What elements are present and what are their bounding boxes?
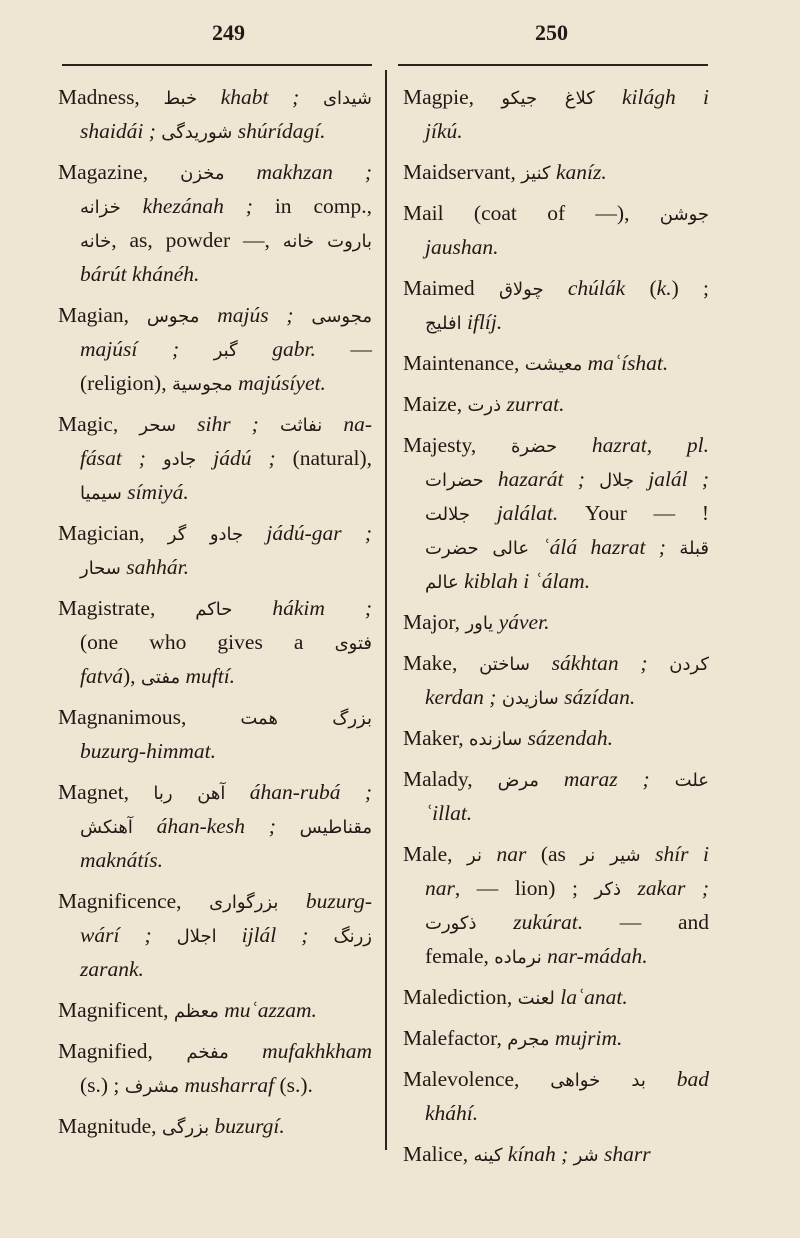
entry-line (403, 1062, 709, 1096)
persian-text: مجوسیة (171, 374, 233, 395)
english-text: Make, (403, 651, 480, 675)
persian-text: مفتی (140, 667, 181, 688)
english-text: Magnanimous, (58, 705, 241, 729)
english-text: Malevolence, (403, 1067, 551, 1091)
entry-line (58, 952, 372, 986)
entry-line (58, 843, 372, 877)
entry-line (58, 993, 372, 1027)
dictionary-entry (58, 700, 372, 768)
persian-text: شیدای (322, 88, 372, 109)
english-text: Malediction, (403, 985, 518, 1009)
page-number-right: 250 (535, 20, 568, 45)
entry-line (58, 1068, 372, 1102)
dictionary-entry (58, 1034, 372, 1102)
english-text: Madness, (58, 85, 164, 109)
transliteration: kiblah i ʿálam. (458, 569, 591, 593)
persian-text: عالی حضرت (425, 538, 530, 559)
entry-line (58, 475, 372, 509)
persian-text: حاکم (195, 599, 233, 620)
dictionary-entry (403, 837, 709, 973)
english-text: Magnet, (58, 780, 154, 804)
header-rule-left (62, 64, 372, 66)
transliteration: bárút khánéh. (80, 262, 200, 286)
english-text: (as (540, 842, 581, 866)
transliteration: muʿazzam. (218, 998, 317, 1022)
persian-text: علت (674, 770, 710, 791)
english-text: Magnitude, (58, 1114, 162, 1138)
transliteration: musharraf (179, 1073, 280, 1097)
transliteration: buzurg-himmat. (80, 739, 216, 763)
english-text: Magistrate, (58, 596, 196, 620)
transliteration: ʿillat. (425, 801, 473, 825)
transliteration: áhan-rubá ; (225, 780, 372, 804)
entry-line (403, 564, 709, 598)
transliteration: khezánah ; (120, 194, 275, 218)
transliteration: majúsíyet. (232, 371, 326, 395)
persian-text: نر (467, 845, 482, 866)
transliteration: zakar ; (621, 876, 709, 900)
english-text: (s.). (279, 1073, 313, 1097)
entry-line (403, 230, 709, 264)
entry-line (403, 721, 709, 755)
transliteration: sákhtan ; (529, 651, 670, 675)
persian-text: نفاثت (279, 415, 323, 436)
transliteration: bad (645, 1067, 710, 1091)
english-text: , as, powder —, (111, 228, 283, 252)
entry-line (58, 155, 372, 189)
transliteration: sázendah. (522, 726, 613, 750)
persian-text: معظم (173, 1001, 219, 1022)
persian-text: کینه (473, 1145, 503, 1166)
entry-line (58, 1109, 372, 1143)
english-text: Magnificent, (58, 998, 174, 1022)
persian-text: افلیج (425, 313, 462, 334)
transliteration: shaidái ; (80, 119, 162, 143)
persian-text: خزانه (80, 197, 121, 218)
entry-line (58, 189, 372, 223)
persian-text: سازیدن (501, 688, 559, 709)
entry-line (403, 680, 709, 714)
english-text: (s.) ; (80, 1073, 125, 1097)
english-text: Maintenance, (403, 351, 525, 375)
entry-line (58, 1034, 372, 1068)
persian-text: بزرگی (161, 1117, 210, 1138)
entry-line (403, 496, 709, 530)
entry-line (403, 428, 709, 462)
persian-text: مقناطیس (299, 817, 372, 838)
persian-text: مشرف (124, 1076, 180, 1097)
entry-line (403, 305, 709, 339)
persian-text: بزرگواری (209, 892, 279, 913)
transliteration: maraz ; (538, 767, 675, 791)
english-text: Maimed (403, 276, 499, 300)
entry-line (58, 884, 372, 918)
dictionary-entry (403, 605, 709, 639)
transliteration: maʿíshat. (582, 351, 669, 375)
english-text: in comp., (274, 194, 372, 218)
persian-text: شوریدگی (161, 122, 233, 143)
entry-line (403, 646, 709, 680)
transliteration: jíkú. (425, 119, 463, 143)
transliteration: buzurgí. (209, 1114, 285, 1138)
transliteration: kínah ; (502, 1142, 574, 1166)
transliteration: kaníz. (550, 160, 607, 184)
persian-text: ذکورت (425, 913, 477, 934)
transliteration: shír i (640, 842, 709, 866)
persian-text: معیشت (524, 354, 583, 375)
dictionary-entry (403, 346, 709, 380)
persian-text: جوشن (659, 204, 709, 225)
entry-line (403, 462, 709, 496)
entry-line (403, 1137, 709, 1171)
entry-line (58, 659, 372, 693)
english-text: Malady, (403, 767, 498, 791)
transliteration: jalál ; (634, 467, 709, 491)
transliteration: majúsí ; (80, 337, 214, 361)
dictionary-entry (403, 1021, 709, 1055)
entry-line (403, 114, 709, 148)
entry-line (403, 905, 709, 939)
dictionary-entry (403, 980, 709, 1014)
transliteration: sharr (598, 1142, 651, 1166)
persian-text: شیر نر (580, 845, 641, 866)
english-text: ), (123, 664, 141, 688)
entry-line (403, 1021, 709, 1055)
transliteration: jalálat. (470, 501, 585, 525)
entry-line (58, 298, 372, 332)
transliteration: jádú-gar ; (243, 521, 372, 545)
english-text: Magician, (58, 521, 168, 545)
persian-text: آهنکش (80, 817, 133, 838)
dictionary-entry (58, 516, 372, 584)
dictionary-entry (58, 155, 372, 291)
entry-line (403, 346, 709, 380)
transliteration: maknátís. (80, 848, 164, 872)
transliteration: majús ; (199, 303, 312, 327)
dictionary-entry (58, 1109, 372, 1143)
dictionary-entry (58, 775, 372, 877)
transliteration: mujrim. (549, 1026, 623, 1050)
transliteration: nar-mádah. (541, 944, 648, 968)
entry-line (58, 625, 372, 659)
transliteration: laʿanat. (554, 985, 628, 1009)
entry-line (403, 196, 709, 230)
persian-text: خبط (163, 88, 198, 109)
dictionary-entry (403, 80, 709, 148)
entry-line (403, 939, 709, 973)
left-column (58, 80, 372, 1150)
entry-line (403, 530, 709, 564)
entry-line (58, 734, 372, 768)
persian-text: مخزن (180, 163, 225, 184)
english-text: Maidservant, (403, 160, 522, 184)
english-text: , — lion) ; (454, 876, 595, 900)
transliteration: iflíj. (461, 310, 503, 334)
persian-text: اجلال (176, 926, 217, 947)
dictionary-entry (403, 721, 709, 755)
english-text: Malefactor, (403, 1026, 508, 1050)
entry-line (403, 387, 709, 421)
transliteration: símiyá. (121, 480, 189, 504)
transliteration: wárí ; (80, 923, 177, 947)
entry-line (403, 837, 709, 871)
transliteration: kerdan ; (425, 685, 502, 709)
transliteration: jádú ; (196, 446, 293, 470)
transliteration: áhan-kesh ; (132, 814, 300, 838)
persian-text: زرنگ (333, 926, 372, 947)
entry-line (403, 871, 709, 905)
transliteration: na- (322, 412, 372, 436)
entry-line (403, 1096, 709, 1130)
transliteration: zurrat. (501, 392, 565, 416)
dictionary-entry (403, 271, 709, 339)
persian-text: عالم (425, 572, 459, 593)
dictionary-entry (403, 646, 709, 714)
english-text: Malice, (403, 1142, 474, 1166)
transliteration: fatvá (80, 664, 123, 688)
transliteration: hákim ; (232, 596, 372, 620)
transliteration: sihr ; (176, 412, 280, 436)
persian-text: مرض (497, 770, 539, 791)
english-text: ( (649, 276, 657, 300)
english-text: Magpie, (403, 85, 502, 109)
transliteration: k. (656, 276, 672, 300)
english-text: Magnified, (58, 1039, 187, 1063)
persian-text: سیمیا (80, 483, 122, 504)
transliteration: hazarát ; (483, 467, 600, 491)
entry-line (403, 271, 709, 305)
entry-line (403, 80, 709, 114)
persian-text: خانه (80, 231, 112, 252)
persian-text: مجوسی (311, 306, 372, 327)
persian-text: حضرات (425, 470, 484, 491)
entry-line (58, 918, 372, 952)
persian-text: نرماده (494, 947, 542, 968)
entry-line (58, 366, 372, 400)
english-text: Magnificence, (58, 889, 210, 913)
dictionary-entry (403, 428, 709, 598)
dictionary-entry (403, 762, 709, 830)
persian-text: لعنت (517, 988, 555, 1009)
persian-text: سحار (80, 558, 121, 579)
persian-text: آهن ربا (153, 783, 226, 804)
dictionary-entry (58, 884, 372, 986)
persian-text: بد خواهی (550, 1070, 646, 1091)
persian-text: کردن (669, 654, 709, 675)
persian-text: کنیز (521, 163, 551, 184)
dictionary-entry (403, 1062, 709, 1130)
persian-text: باروت خانه (282, 231, 372, 252)
entry-line (58, 700, 372, 734)
persian-text: سحر (139, 415, 177, 436)
transliteration: ijlál ; (216, 923, 334, 947)
transliteration: zarank. (80, 957, 144, 981)
transliteration: kilágh i (594, 85, 709, 109)
persian-text: چولاق (498, 279, 544, 300)
entry-line (58, 407, 372, 441)
english-text: Magian, (58, 303, 147, 327)
transliteration: kháhí. (425, 1101, 479, 1125)
header-rule-right (398, 64, 708, 66)
entry-line (403, 796, 709, 830)
english-text: ) ; (671, 276, 709, 300)
column-divider (385, 70, 387, 1150)
persian-text: قبلة (679, 538, 710, 559)
dictionary-entry (58, 407, 372, 509)
transliteration: buzurg- (278, 889, 372, 913)
transliteration: zukúrat. (476, 910, 620, 934)
english-text: — (350, 337, 373, 361)
entry-line (58, 516, 372, 550)
persian-text: یاور (465, 613, 494, 634)
entry-line (58, 809, 372, 843)
persian-text: شر (573, 1145, 599, 1166)
entry-line (58, 775, 372, 809)
transliteration: ʿálá hazrat ; (529, 535, 680, 559)
persian-text: ذرت (467, 395, 502, 416)
persian-text: سازنده (469, 729, 523, 750)
transliteration: shúrídagí. (232, 119, 326, 143)
dictionary-entry (403, 1137, 709, 1171)
persian-text: جادو گر (167, 524, 244, 545)
english-text: Magazine, (58, 160, 181, 184)
transliteration: jaushan. (425, 235, 499, 259)
transliteration: sahhár. (120, 555, 189, 579)
persian-text: کلاغ جیکو (501, 88, 595, 109)
entry-line (58, 257, 372, 291)
transliteration: khabt ; (197, 85, 323, 109)
english-text: Your — ! (584, 501, 709, 525)
entry-line (403, 762, 709, 796)
dictionary-entry (58, 80, 372, 148)
entry-line (403, 605, 709, 639)
transliteration: yáver. (493, 610, 550, 634)
dictionary-entry (58, 993, 372, 1027)
persian-text: جادو (162, 449, 197, 470)
transliteration: chúlák (543, 276, 650, 300)
persian-text: بزرگ همت (240, 708, 372, 729)
entry-line (58, 223, 372, 257)
transliteration: sázídan. (558, 685, 636, 709)
entry-line (58, 114, 372, 148)
persian-text: گبر (213, 340, 238, 361)
english-text: Male, (403, 842, 468, 866)
entry-line (403, 980, 709, 1014)
entry-line (58, 591, 372, 625)
right-column (403, 80, 709, 1178)
english-text: — and (619, 910, 710, 934)
transliteration: gabr. (237, 337, 351, 361)
persian-text: مفخم (186, 1042, 229, 1063)
transliteration: makhzan ; (224, 160, 372, 184)
transliteration: mufakhkham (228, 1039, 372, 1063)
entry-line (58, 80, 372, 114)
dictionary-entry (58, 591, 372, 693)
persian-text: مجرم (507, 1029, 550, 1050)
english-text: female, (425, 944, 495, 968)
persian-text: مجوس (146, 306, 200, 327)
persian-text: جلالت (425, 504, 471, 525)
dictionary-entry (58, 298, 372, 400)
english-text: Maize, (403, 392, 468, 416)
persian-text: حضرة (510, 436, 558, 457)
transliteration: fásat ; (80, 446, 163, 470)
entry-line (58, 550, 372, 584)
english-text: Mail (coat of —), (403, 201, 660, 225)
entry-line (58, 441, 372, 475)
english-text: Magic, (58, 412, 140, 436)
transliteration: muftí. (180, 664, 236, 688)
transliteration: nar (481, 842, 541, 866)
persian-text: فتوی (334, 633, 372, 654)
persian-text: ذکر (594, 879, 621, 900)
english-text: (religion), (80, 371, 172, 395)
english-text: (natural), (292, 446, 372, 470)
transliteration: nar (425, 876, 455, 900)
persian-text: جلال (599, 470, 635, 491)
english-text: (one who gives a (80, 630, 335, 654)
dictionary-entry (403, 387, 709, 421)
english-text: Maker, (403, 726, 470, 750)
transliteration: hazrat, pl. (557, 433, 709, 457)
dictionary-entry (403, 196, 709, 264)
english-text: Major, (403, 610, 466, 634)
english-text: Majesty, (403, 433, 511, 457)
dictionary-entry (403, 155, 709, 189)
page-number-left: 249 (212, 20, 245, 45)
entry-line (403, 155, 709, 189)
persian-text: ساختن (479, 654, 530, 675)
entry-line (58, 332, 372, 366)
